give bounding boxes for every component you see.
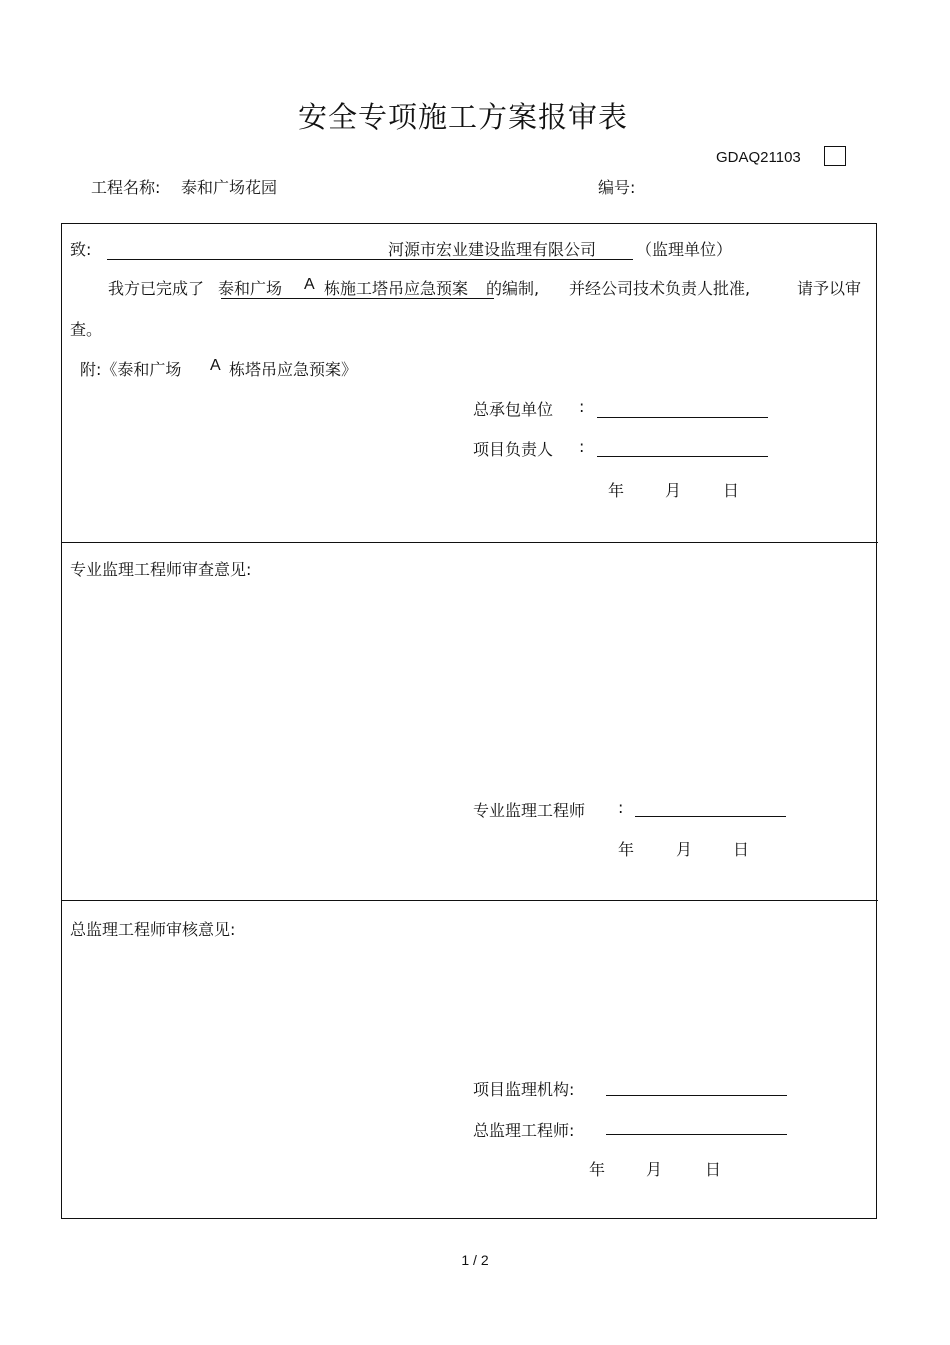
manager-label: 项目负责人 [473,440,554,459]
date-day: 日 [705,1160,722,1179]
chief-engineer-label: 总监理工程师: [473,1121,575,1140]
date-year: 年 [608,481,625,500]
body-plan-letter: A [304,276,315,293]
form-table [61,223,877,1219]
supervision-org-label: 项目监理机构: [473,1080,575,1099]
attachment-prefix: 附:《泰和广场 [80,360,182,379]
engineer-signature-line[interactable] [635,816,786,817]
date-month: 月 [676,840,693,859]
manager-colon: : [579,437,585,456]
contractor-colon: : [579,397,585,416]
body-prefix: 我方已完成了 [108,279,205,298]
engineer-label: 专业监理工程师 [473,801,586,820]
chief-review-heading: 总监理工程师审核意见: [70,920,236,939]
chief-engineer-signature-line[interactable] [606,1134,787,1135]
number-label: 编号: [598,178,636,197]
body-suffix-1: 的编制, [486,279,540,298]
body-line-2: 查。 [70,320,103,339]
contractor-label: 总承包单位 [473,400,554,419]
date-day: 日 [733,840,750,859]
attachment-letter: A [210,357,221,374]
form-code-checkbox[interactable] [824,146,846,166]
body-plan-part2: 栋施工塔吊应急预案 [324,279,469,298]
section-divider [61,900,878,901]
contractor-signature-line[interactable] [597,417,768,418]
engineer-review-heading: 专业监理工程师审查意见: [70,560,252,579]
date-day: 日 [723,481,740,500]
body-suffix-2: 并经公司技术负责人批准, [569,279,751,298]
recipient-note: （监理单位） [636,240,733,259]
project-label: 工程名称: [91,178,161,197]
date-year: 年 [618,840,635,859]
page-number: 1 / 2 [461,1252,489,1268]
date-year: 年 [589,1160,606,1179]
supervision-org-signature-line[interactable] [606,1095,787,1096]
recipient-name[interactable]: 河源市宏业建设监理有限公司 [388,240,597,259]
plan-underline [221,298,494,299]
page-title: 安全专项施工方案报审表 [297,100,628,134]
project-name: 泰和广场花园 [181,178,278,197]
date-month: 月 [665,481,682,500]
body-plan-part1: 泰和广场 [218,279,283,298]
date-month: 月 [646,1160,663,1179]
section-divider [61,542,878,543]
to-label: 致: [70,240,92,259]
form-code: GDAQ21103 [716,149,801,166]
manager-signature-line[interactable] [597,456,768,457]
body-suffix-3: 请予以审 [797,279,862,298]
attachment-suffix: 栋塔吊应急预案》 [229,360,358,379]
engineer-colon: : [618,798,624,817]
